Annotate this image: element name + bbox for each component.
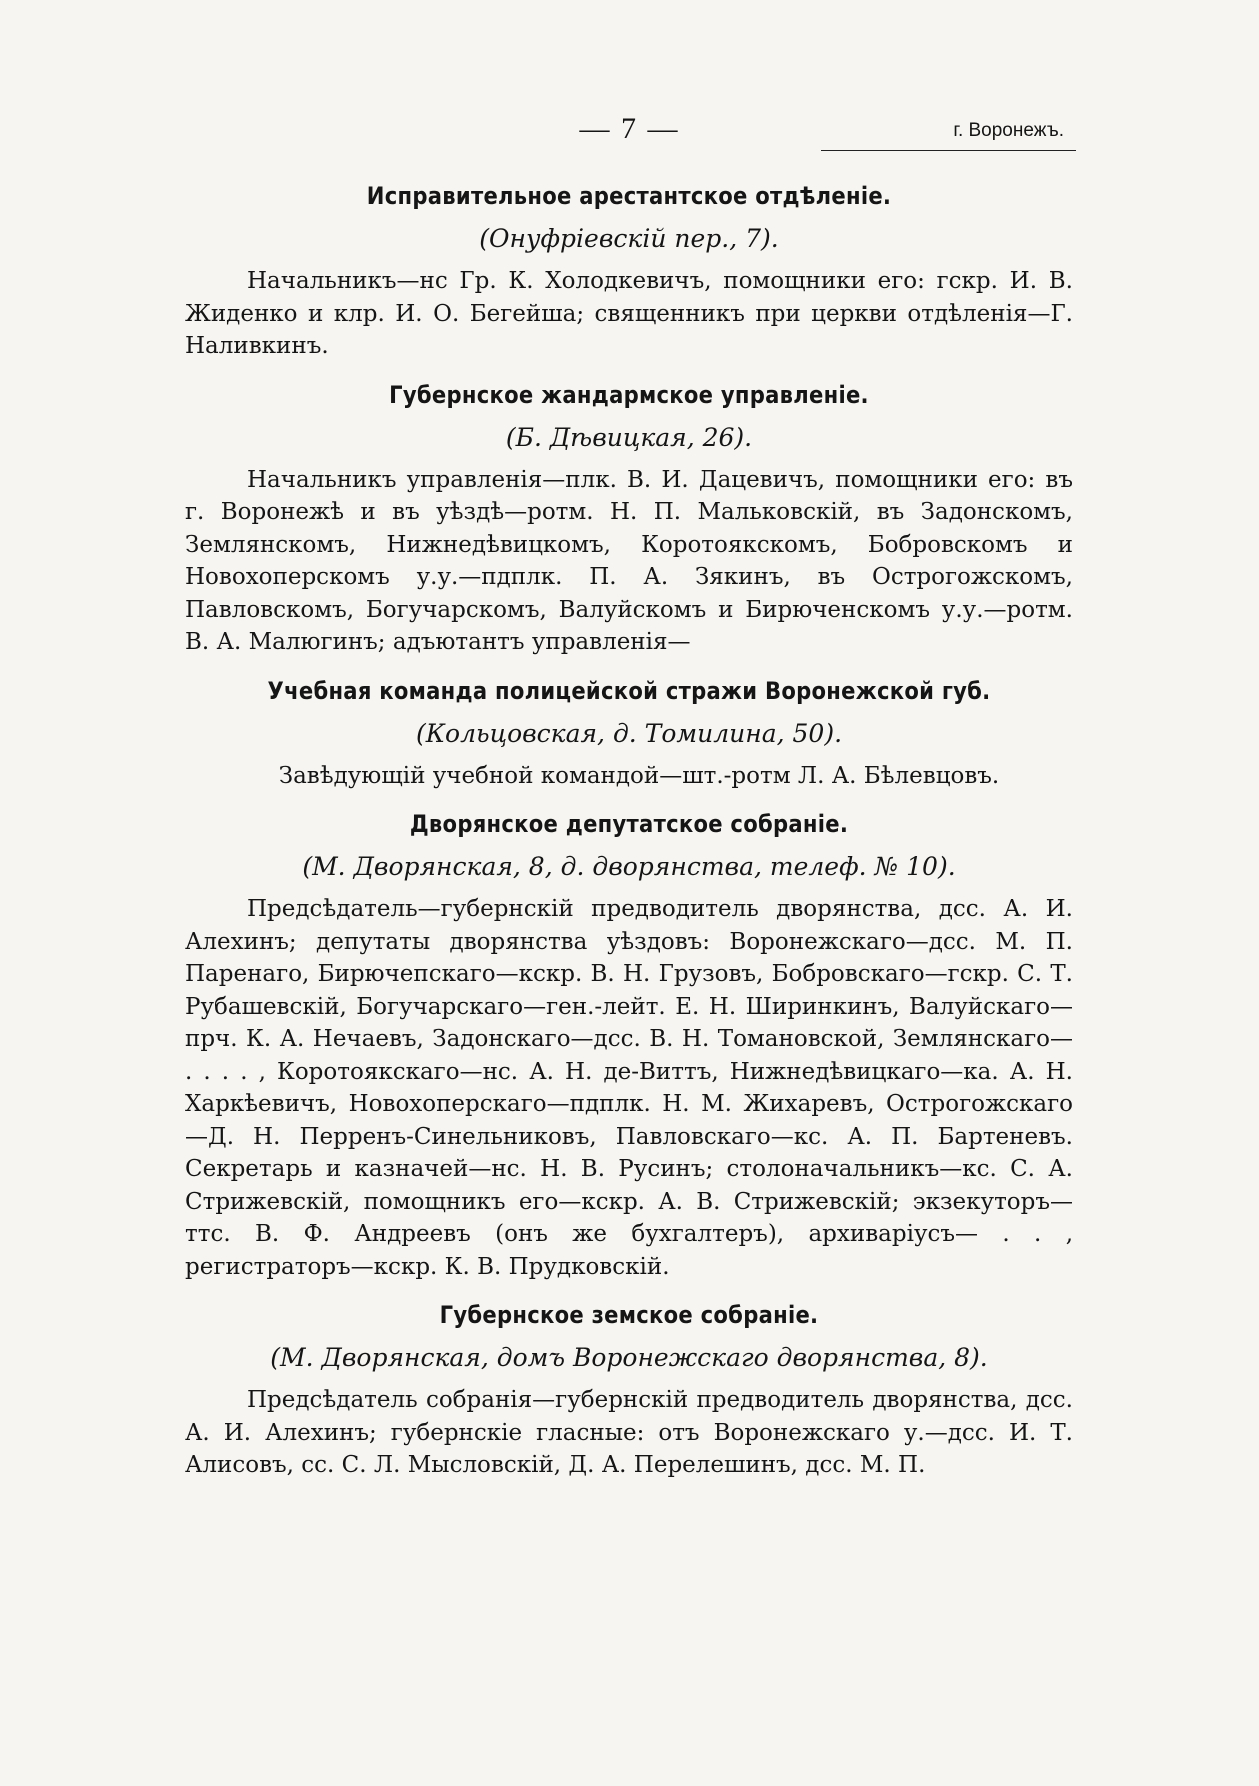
- section-text: Предсѣдатель—губернскій предводитель дворянства, дсс. А. И. Алехинъ; депутаты дворянства уѣздовъ: Воронежскаго—дсс. М. П. Паренаго, Бирючепскаго—кскр. В. Н. Грузовъ, Бобровскаго—гскр. С. Т. Рубашевскій, Богучарскаго—ген.-лейт. Е. Н. Ширинкинъ, Валуйскаго—прч. К. А. Нечаевъ, Задонскаго—дсс. В. Н. Томановской, Землянскаго— . . . . , Коротоякскаго—нс. А. Н. де-Виттъ, Нижнедѣвицкаго—ка. А. Н. Харкѣевичъ, Новохоперскаго—пдплк. Н. М. Жихаревъ, Острогожскаго—Д. Н. Перренъ-Синельниковъ, Павловскаго—кс. А. П. Бартеневъ. Секретарь и казначей—нс. Н. В. Русинъ; столоначальникъ—кс. С. А. Стрижевскій, помощникъ его—кскр. А. В. Стрижевскій; экзекуторъ—ттс. В. Ф. Андреевъ (онъ же бухгалтеръ), архиваріусъ— . . , регистраторъ—кскр. К. В. Прудковскій.: [185, 896, 1073, 1280]
- section-nobility-assembly: [185, 810, 1073, 1283]
- section-text: Начальникъ—нс Гр. К. Холодкевичъ, помощники его: гскр. И. В. Жиденко и клр. И. О. Бегейша; священникъ при церкви отдѣленія—Г. Наливкинъ.: [185, 268, 1073, 359]
- section-address: (М. Дворянская, домъ Воронежскаго дворянства, 8).: [270, 1343, 988, 1372]
- running-head: г. Воронежъ.: [953, 120, 1064, 141]
- section-address: (Онуфріевскій пер., 7).: [479, 224, 779, 253]
- section-title: Губернское земское собраніе.: [439, 1301, 819, 1329]
- section-prison-department: [185, 182, 1073, 363]
- section-title: Учебная команда полицейской стражи Воронежской губ.: [267, 676, 991, 705]
- section-gendarme-administration: [185, 381, 1073, 659]
- page-content: [185, 182, 1073, 1500]
- section-address: (М. Дворянская, 8, д. дворянства, телеф. № 10).: [302, 852, 956, 881]
- section-police-training-team: [185, 677, 1073, 793]
- section-title: Губернское жандармское управленіе.: [389, 380, 869, 409]
- header-rule: [821, 150, 1076, 151]
- page-header: [0, 112, 1259, 152]
- section-text: Начальникъ управленія—плк. В. И. Дацевичъ, помощники его: въ г. Воронежѣ и въ уѣздѣ—ротм. Н. П. Мальковскій, въ Задонскомъ, Землянскомъ, Нижнедѣвицкомъ, Коротоякскомъ, Бобровскомъ и Новохоперскомъ у.у.—пдплк. П. А. Зякинъ, въ Острогожскомъ, Павловскомъ, Богучарскомъ, Валуйскомъ и Бирюченскомъ у.у.—ротм. В. А. Малюгинъ; адъютантъ управленія—: [185, 466, 1073, 655]
- section-text: Предсѣдатель собранія—губернскій предводитель дворянства, дсс. А. И. Алехинъ; губернскіе гласные: отъ Воронежскаго у.—дсс. И. Т. Алисовъ, сс. С. Л. Мысловскій, Д. А. Перелешинъ, дсс. М. П.: [185, 1387, 1073, 1478]
- section-address: (Кольцовская, д. Томилина, 50).: [415, 718, 843, 748]
- page-number: — 7 —: [579, 112, 680, 145]
- section-text: Завѣдующій учебной командой—шт.-ротм Л. А. Бѣлевцовъ.: [278, 762, 1000, 789]
- section-title: Исправительное арестантское отдѣленіе.: [366, 182, 892, 210]
- section-title: Дворянское депутатское собраніе.: [409, 810, 849, 838]
- section-zemstvo-assembly: [185, 1301, 1073, 1482]
- section-address: (Б. Дѣвицкая, 26).: [505, 422, 753, 452]
